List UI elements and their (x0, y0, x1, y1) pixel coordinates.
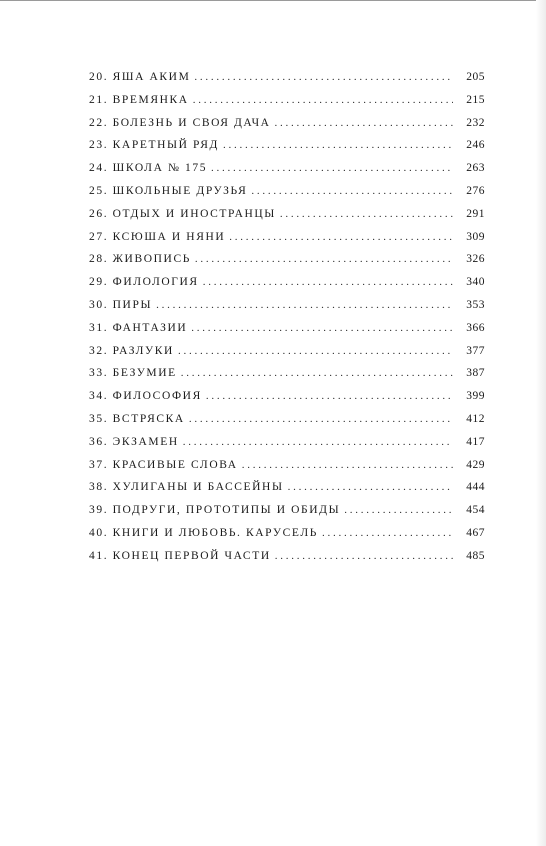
toc-entry (89, 436, 485, 459)
toc-entry-title: 24. ШКОЛА № 175 (89, 162, 208, 175)
toc-entry-page: 485 (466, 549, 485, 562)
toc-entry-title: 35. ВСТРЯСКА (89, 412, 185, 425)
toc-entry-page: 454 (466, 504, 485, 517)
toc-entry-page: 215 (466, 93, 485, 106)
dot-leader (183, 436, 453, 448)
toc-entry-page: 232 (466, 116, 485, 129)
toc-entry-title: 30. ПИРЫ (89, 298, 153, 311)
toc-entry (89, 71, 485, 94)
toc-entry-title: 40. КНИГИ И ЛЮБОВЬ. КАРУСЕЛЬ (89, 526, 318, 539)
toc-entry-page: 353 (466, 298, 485, 311)
toc-entry (89, 231, 485, 254)
dot-leader (193, 94, 453, 106)
toc-entry (89, 413, 485, 436)
dot-leader (251, 185, 453, 197)
dot-leader (178, 345, 453, 357)
toc-entry-page: 326 (466, 253, 485, 266)
toc-entry (89, 504, 485, 527)
dot-leader (280, 208, 453, 220)
toc-entry-page: 205 (466, 71, 485, 83)
toc-entry-page: 276 (466, 184, 485, 197)
dot-leader (322, 527, 453, 539)
toc-entry-title: 27. КСЮША И НЯНИ (89, 230, 226, 243)
toc-entry (89, 162, 485, 185)
toc-entry-page: 429 (466, 458, 485, 471)
toc-entry-title: 28. ЖИВОПИСЬ (89, 253, 191, 266)
toc-entry-title: 37. КРАСИВЫЕ СЛОВА (89, 458, 238, 471)
dot-leader (194, 71, 453, 83)
toc-entry-page: 263 (466, 162, 485, 175)
toc-entry (89, 94, 485, 117)
dot-leader (288, 481, 453, 493)
table-of-contents (89, 71, 485, 573)
toc-entry (89, 367, 485, 390)
toc-entry-title: 36. ЭКЗАМЕН (89, 435, 179, 448)
toc-entry (89, 185, 485, 208)
toc-entry-page: 377 (466, 344, 485, 357)
dot-leader (181, 367, 453, 379)
toc-entry (89, 345, 485, 368)
toc-entry-page: 340 (466, 276, 485, 289)
toc-entry-title: 34. ФИЛОСОФИЯ (89, 390, 202, 403)
toc-entry (89, 481, 485, 504)
toc-entry-title: 26. ОТДЫХ И ИНОСТРАНЦЫ (89, 207, 276, 220)
toc-entry (89, 299, 485, 322)
dot-leader (211, 162, 453, 174)
toc-entry (89, 390, 485, 413)
toc-entry-page: 417 (466, 435, 485, 448)
toc-entry-title: 41. КОНЕЦ ПЕРВОЙ ЧАСТИ (89, 549, 271, 562)
toc-entry-title: 32. РАЗЛУКИ (89, 344, 174, 357)
top-edge-rule (0, 0, 546, 1)
toc-entry (89, 550, 485, 573)
toc-entry (89, 322, 485, 345)
dot-leader (203, 276, 453, 288)
dot-leader (189, 413, 453, 425)
toc-entry (89, 208, 485, 231)
toc-entry-title: 39. ПОДРУГИ, ПРОТОТИПЫ И ОБИДЫ (89, 504, 341, 517)
toc-entry-title: 29. ФИЛОЛОГИЯ (89, 276, 199, 289)
toc-entry-title: 38. ХУЛИГАНЫ И БАССЕЙНЫ (89, 481, 284, 494)
toc-entry-page: 444 (466, 481, 485, 494)
toc-entry (89, 253, 485, 276)
toc-entry-page: 399 (466, 390, 485, 403)
toc-entry-page: 291 (466, 207, 485, 220)
dot-leader (195, 253, 453, 265)
toc-entry (89, 139, 485, 162)
toc-entry-title: 23. КАРЕТНЫЙ РЯД (89, 139, 219, 152)
toc-entry (89, 527, 485, 550)
toc-entry (89, 117, 485, 140)
dot-leader (242, 459, 453, 471)
toc-entry-title: 25. ШКОЛЬНЫЕ ДРУЗЬЯ (89, 184, 248, 197)
toc-entry-title: 20. ЯША АКИМ (89, 71, 191, 83)
dot-leader (206, 390, 453, 402)
dot-leader (156, 299, 453, 311)
toc-entry-title: 21. ВРЕМЯНКА (89, 93, 189, 106)
toc-entry (89, 276, 485, 299)
toc-entry-page: 246 (466, 139, 485, 152)
dot-leader (191, 322, 453, 334)
dot-leader (223, 139, 453, 151)
page-edge-shadow (536, 0, 546, 846)
toc-entry-page: 467 (466, 526, 485, 539)
dot-leader (275, 117, 453, 129)
toc-entry (89, 459, 485, 482)
toc-entry-page: 309 (466, 230, 485, 243)
dot-leader (344, 504, 453, 516)
toc-entry-page: 366 (466, 321, 485, 334)
toc-entry-title: 31. ФАНТАЗИИ (89, 321, 188, 334)
toc-entry-title: 22. БОЛЕЗНЬ И СВОЯ ДАЧА (89, 116, 271, 129)
toc-entry-page: 387 (466, 367, 485, 380)
toc-entry-page: 412 (466, 412, 485, 425)
dot-leader (229, 231, 453, 243)
dot-leader (275, 550, 453, 562)
toc-entry-title: 33. БЕЗУМИЕ (89, 367, 177, 380)
